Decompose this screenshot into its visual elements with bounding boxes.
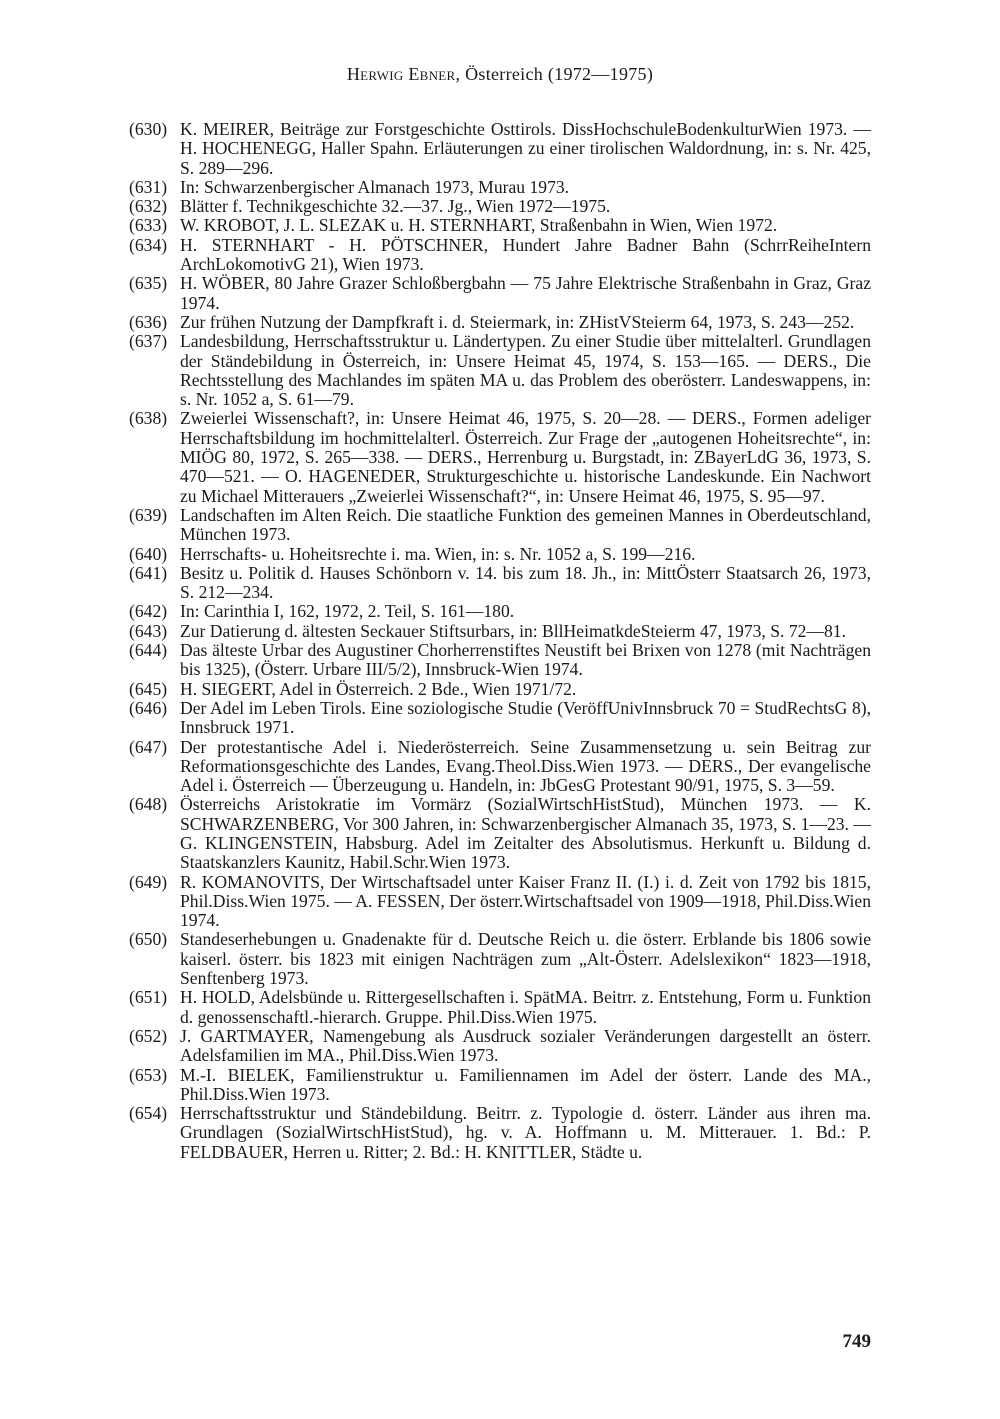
footnote-text: R. KOMANOVITS, Der Wirtschaftsadel unter Kaiser Franz II. (I.) i. d. Zeit von 1792 bis 1815, Phil.Diss.Wien 1975. — A. FESSEN, Der österr.Wirtschaftsadel von 1909—1918, Phil.Diss.Wien 1974.	[180, 871, 871, 931]
footnote-number: (633)	[129, 215, 168, 236]
footnote-number: (630)	[129, 119, 168, 139]
footnote-entry	[129, 1066, 871, 1105]
footnote-number: (637)	[129, 331, 168, 352]
footnote-text: In: Schwarzenbergischer Almanach 1973, Murau 1973.	[180, 176, 570, 197]
footnote-entry	[129, 564, 871, 603]
footnote-text: Landesbildung, Herrschaftsstruktur u. Ländertypen. Zu einer Studie über mittelalterl. Grundlagen der Ständebildung in Österreich, in: Unsere Heimat 45, 1974, S. 153—165. — DERS., Die Rechtsstellung des Machlandes im späten MA u. das Problem des oberösterr. Landeswappens, in: s. Nr. 1052 a, S. 61—79.	[180, 331, 871, 410]
footnote-entry	[129, 795, 871, 872]
footnote-number: (643)	[129, 620, 168, 641]
footnote-number: (652)	[129, 1025, 168, 1046]
footnote-entry	[129, 699, 871, 738]
footnote-entry	[129, 622, 871, 641]
footnote-text: In: Carinthia I, 162, 1972, 2. Teil, S. 161—180.	[180, 601, 515, 622]
footnote-entry	[129, 930, 871, 988]
header-author-last: Ebner	[408, 64, 456, 84]
page-number: 749	[842, 1331, 871, 1352]
footnote-entry	[129, 1027, 871, 1066]
footnote-entry	[129, 738, 871, 796]
header-title: , Österreich (1972—1975)	[455, 64, 654, 84]
running-header	[0, 64, 1000, 85]
footnote-number: (632)	[129, 196, 168, 217]
footnote-entry	[129, 236, 871, 275]
footnote-entry	[129, 602, 871, 621]
footnote-number: (631)	[129, 176, 168, 197]
footnote-text: H. STERNHART - H. PÖTSCHNER, Hundert Jahre Badner Bahn (SchrrReiheIntern ArchLokomotivG 21), Wien 1973.	[180, 234, 871, 275]
footnote-entry	[129, 332, 871, 409]
footnote-entry	[129, 313, 871, 332]
footnote-number: (636)	[129, 311, 168, 332]
footnote-number: (653)	[129, 1064, 168, 1085]
footnote-number: (647)	[129, 736, 168, 757]
footnote-entry	[129, 1104, 871, 1162]
footnote-text: Zur Datierung d. ältesten Seckauer Stiftsurbars, in: BllHeimatkdeSteierm 47, 1973, S. 72—81.	[180, 620, 846, 641]
footnote-text: Landschaften im Alten Reich. Die staatliche Funktion des gemeinen Mannes in Oberdeutschland, München 1973.	[180, 504, 871, 545]
footnote-text: W. KROBOT, J. L. SLEZAK u. H. STERNHART, Straßenbahn in Wien, Wien 1972.	[180, 215, 778, 236]
footnote-number: (634)	[129, 234, 168, 255]
footnote-number: (639)	[129, 504, 168, 525]
footnote-text: Besitz u. Politik d. Hauses Schönborn v. 14. bis zum 18. Jh., in: MittÖsterr Staatsarch 26, 1973, S. 212—234.	[180, 562, 871, 603]
footnote-list	[129, 120, 871, 1162]
footnote-entry	[129, 120, 871, 178]
footnote-number: (650)	[129, 929, 168, 950]
footnote-text: J. GARTMAYER, Namengebung als Ausdruck sozialer Veränderungen dargestellt an österr. Adelsfamilien im MA., Phil.Diss.Wien 1973.	[180, 1025, 871, 1066]
footnote-number: (635)	[129, 273, 168, 294]
footnote-entry	[129, 178, 871, 197]
footnote-number: (648)	[129, 794, 168, 815]
footnote-text: H. SIEGERT, Adel in Österreich. 2 Bde., Wien 1971/72.	[180, 678, 577, 699]
footnote-number: (644)	[129, 640, 168, 661]
footnote-entry	[129, 197, 871, 216]
footnote-number: (641)	[129, 562, 168, 583]
footnote-number: (645)	[129, 678, 168, 699]
footnote-text: Das älteste Urbar des Augustiner Chorherrenstiftes Neustift bei Brixen von 1278 (mit Nachträgen bis 1325), (Österr. Urbare III/5/2), Innsbruck-Wien 1974.	[180, 640, 871, 680]
footnote-text: Zur frühen Nutzung der Dampfkraft i. d. Steiermark, in: ZHistVSteierm 64, 1973, S. 243—252.	[180, 311, 855, 332]
footnote-text: Österreichs Aristokratie im Vormärz (SozialWirtschHistStud), München 1973. — K. SCHWARZENBERG, Vor 300 Jahren, in: Schwarzenbergischer Almanach 35, 1973, S. 1—23. — G. KLINGENSTEIN, Habsburg. Adel im Zeitalter des Absolutismus. Herkunft u. Bildung d. Staatskanzlers Kaunitz, Habil.Schr.Wien 1973.	[180, 794, 871, 873]
footnote-number: (642)	[129, 601, 168, 622]
footnote-entry	[129, 641, 871, 680]
footnote-number: (638)	[129, 408, 168, 429]
footnote-text: H. WÖBER, 80 Jahre Grazer Schloßbergbahn — 75 Jahre Elektrische Straßenbahn in Graz, Graz 1974.	[180, 273, 871, 313]
footnote-entry	[129, 274, 871, 313]
footnote-entry	[129, 545, 871, 564]
footnote-text: Herrschafts- u. Hoheitsrechte i. ma. Wien, in: s. Nr. 1052 a, S. 199—216.	[180, 543, 696, 564]
footnote-number: (651)	[129, 987, 168, 1008]
footnote-number: (640)	[129, 543, 168, 564]
footnote-entry	[129, 506, 871, 545]
footnote-text: Herrschaftsstruktur und Ständebildung. Beitrr. z. Typologie d. österr. Länder aus ihren ma. Grundlagen (SozialWirtschHistStud), hg. v. A. Hoffmann u. M. Mitterauer. 1. Bd.: P. FELDBAUER, Herren u. Ritter; 2. Bd.: H. KNITTLER, Städte u.	[180, 1103, 871, 1162]
footnote-number: (649)	[129, 871, 168, 892]
footnote-entry	[129, 988, 871, 1027]
footnote-text: Der Adel im Leben Tirols. Eine soziologische Studie (VeröffUnivInnsbruck 70 = StudRechtsG 8), Innsbruck 1971.	[180, 697, 871, 738]
footnote-entry	[129, 216, 871, 235]
footnote-text: Zweierlei Wissenschaft?, in: Unsere Heimat 46, 1975, S. 20—28. — DERS., Formen adeliger Herrschaftsbildung im hochmittelalterl. Österreich. Zur Frage der „autogenen Hoheitsrechte“, in: MIÖG 80, 1972, S. 265—338. — DERS., Herrenburg u. Burgstadt, in: ZBayerLdG 36, 1973, S. 470—521. — O. HAGENEDER, Strukturgeschichte u. historische Landeskunde. Ein Nachwort zu Michael Mitterauers „Zweierlei Wissenschaft?“, in: Unsere Heimat 46, 1975, S. 95—97.	[180, 408, 871, 506]
footnote-text: Standeserhebungen u. Gnadenakte für d. Deutsche Reich u. die österr. Erblande bis 1806 sowie kaiserl. österr. bis 1823 mit einigen Nachträgen zum „Alt-Österr. Adelslexikon“ 1823—1918, Senftenberg 1973.	[180, 929, 871, 989]
footnote-text: K. MEIRER, Beiträge zur Forstgeschichte Osttirols. DissHochschuleBodenkulturWien 1973. — H. HOCHENEGG, Haller Spahn. Erläuterungen zu einer tirolischen Waldordnung, in: s. Nr. 425, S. 289—296.	[180, 119, 871, 178]
footnote-text: H. HOLD, Adelsbünde u. Rittergesellschaften i. SpätMA. Beitrr. z. Entstehung, Form u. Funktion d. genossenschaftl.-hierarch. Gruppe. Phil.Diss.Wien 1975.	[180, 987, 871, 1027]
header-author-first: Herwig	[346, 64, 404, 84]
footnote-number: (646)	[129, 697, 168, 718]
footnote-entry	[129, 873, 871, 931]
footnote-entry	[129, 409, 871, 505]
footnote-number: (654)	[129, 1103, 168, 1124]
footnote-text: M.-I. BIELEK, Familienstruktur u. Familiennamen im Adel der österr. Lande des MA., Phil.Diss.Wien 1973.	[180, 1064, 871, 1104]
footnote-text: Blätter f. Technikgeschichte 32.—37. Jg., Wien 1972—1975.	[180, 196, 611, 217]
footnote-text: Der protestantische Adel i. Niederösterreich. Seine Zusammensetzung u. sein Beitrag zur Reformationsgeschichte des Landes, Evang.Theol.Diss.Wien 1973. — DERS., Der evangelische Adel i. Österreich — Überzeugung u. Handeln, in: JbGesG Protestant 90/91, 1975, S. 3—59.	[180, 736, 871, 796]
footnote-entry	[129, 680, 871, 699]
